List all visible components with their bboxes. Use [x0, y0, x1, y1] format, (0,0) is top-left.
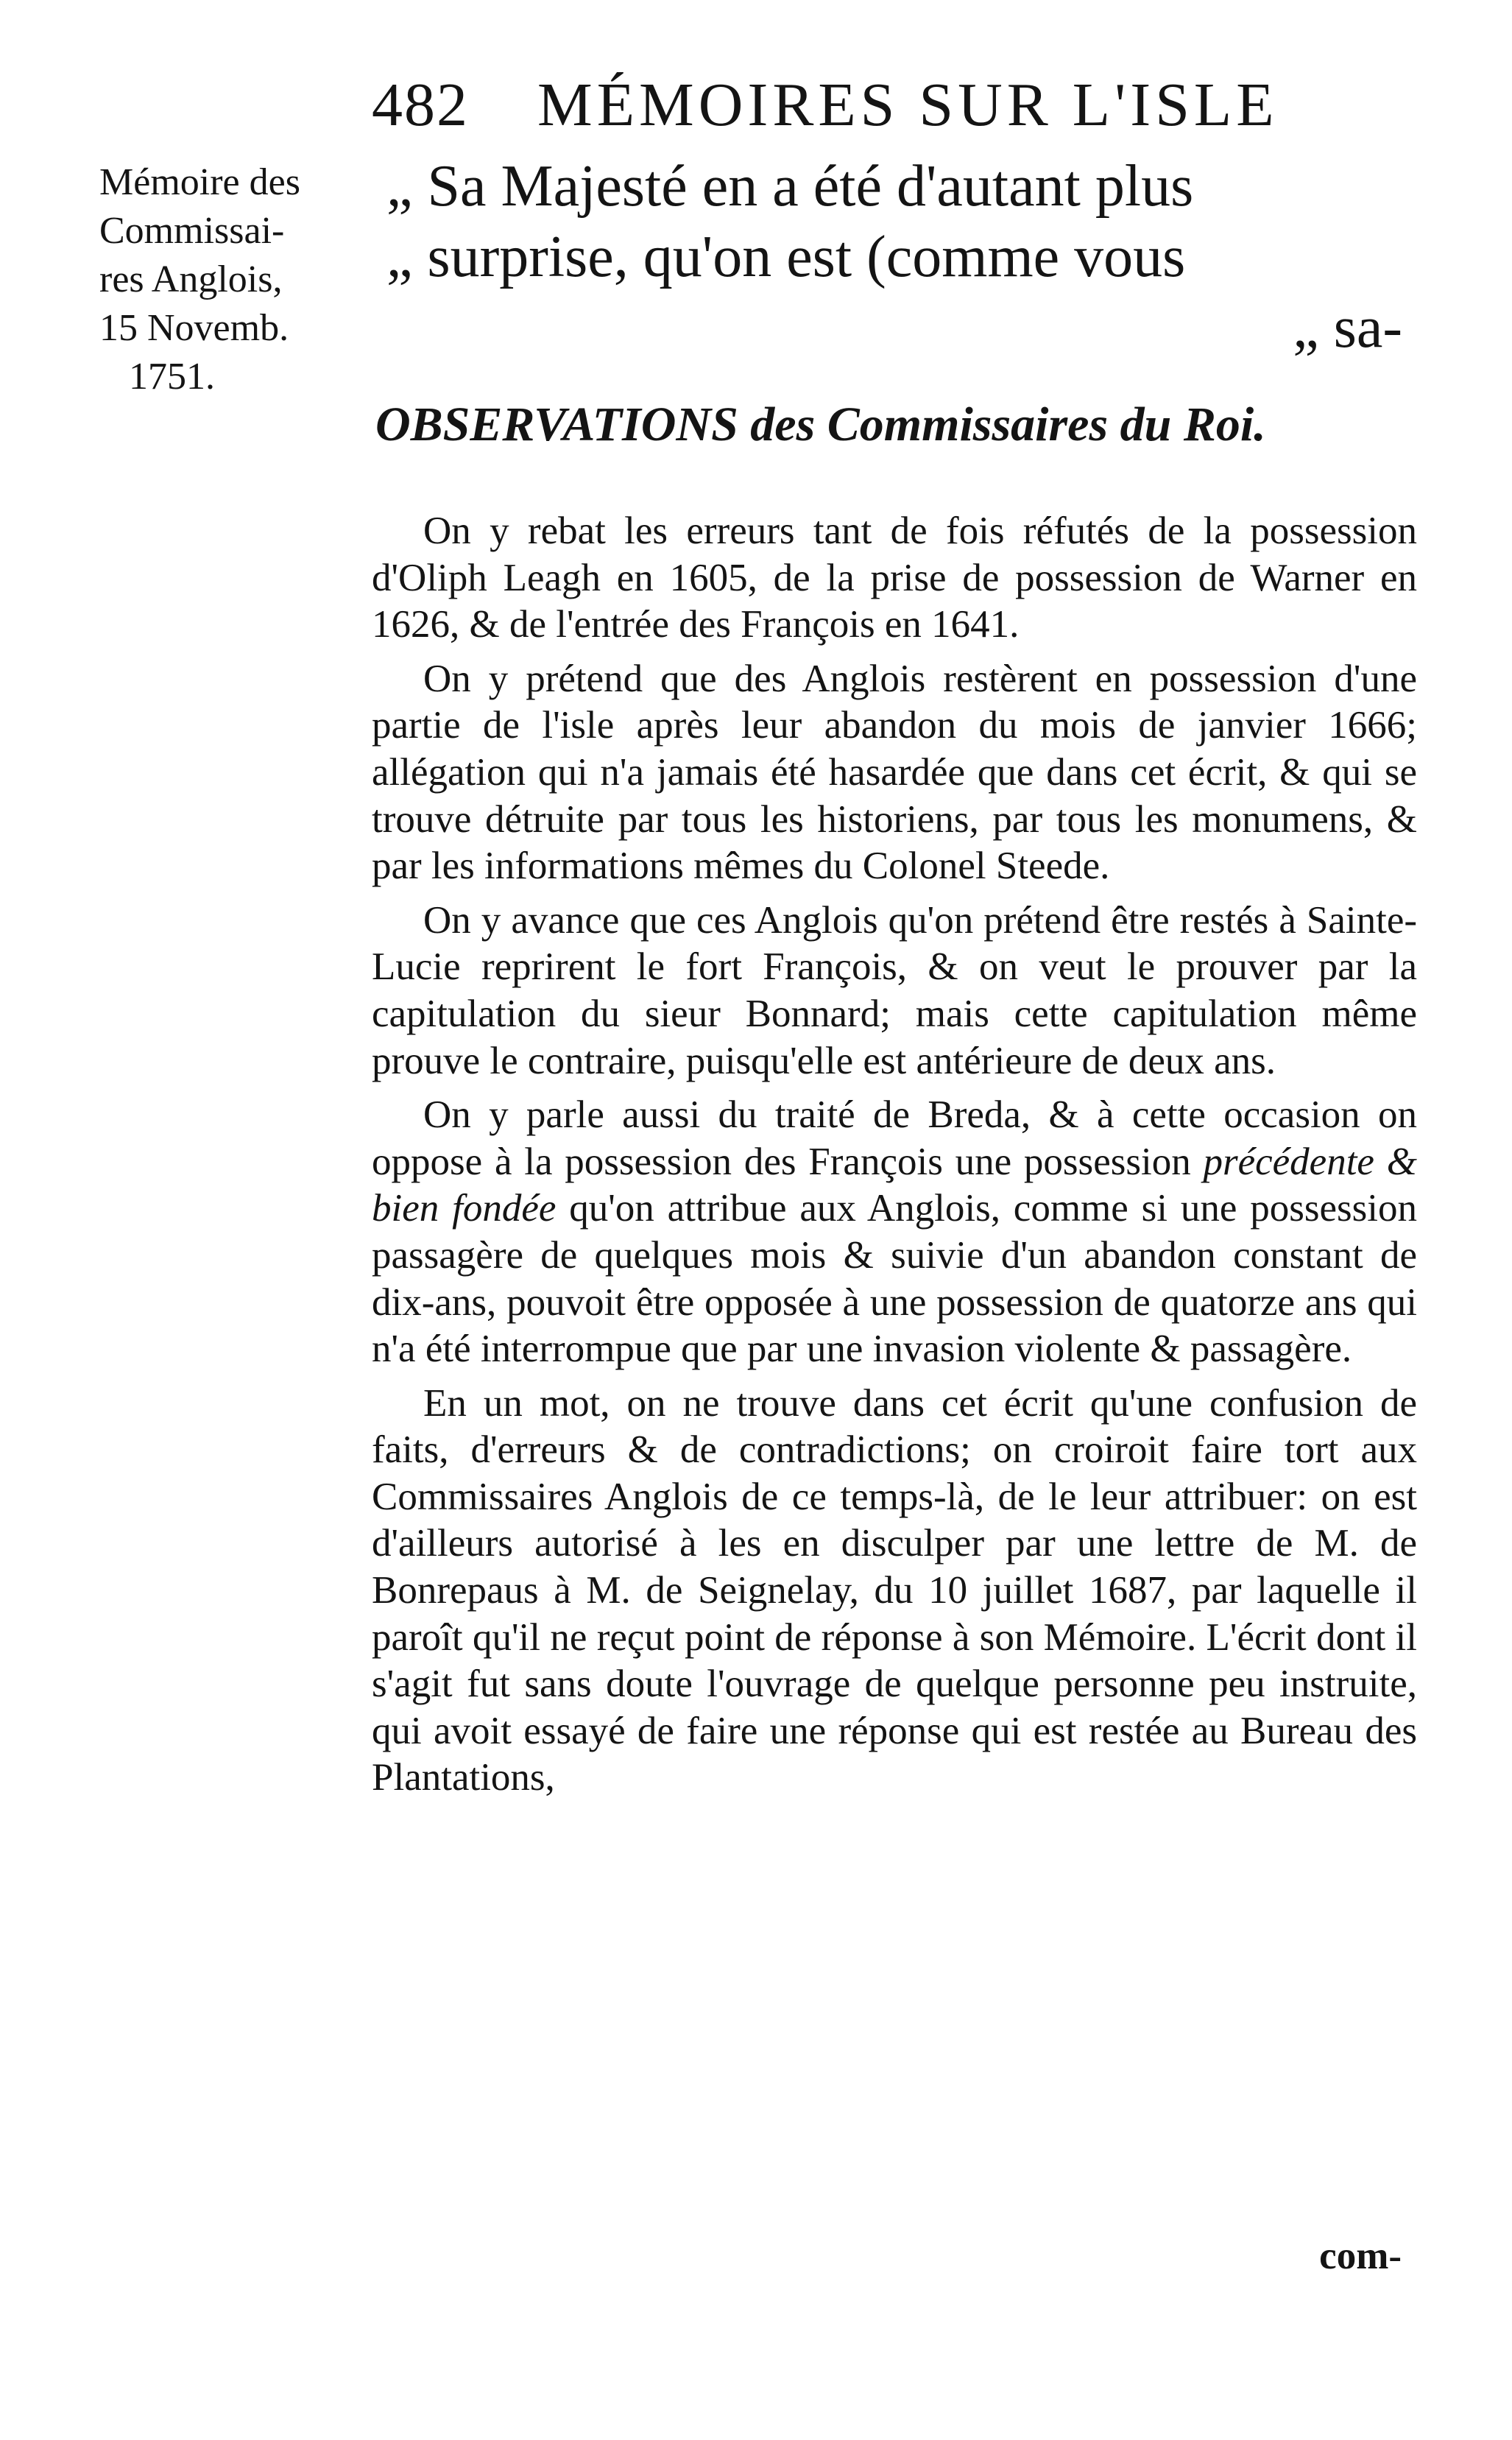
- paragraph: On y prétend que des Anglois restèrent en possession d'une partie de l'isle après leur abandon du mois de janvier 1666; allégation qui n'a jamais été hasardée que dans cet écrit, & qui se trouve détruite par tous les historiens, par tous les monumens, & par les informations mêmes du Colonel Steede.: [372, 657, 1417, 888]
- quote-line: „ sa-: [1293, 295, 1402, 360]
- page-number: 482: [372, 71, 469, 139]
- emphasis-text: précédente: [1203, 1140, 1374, 1183]
- margin-note-line: Mémoire des: [99, 161, 300, 203]
- catchword: com-: [1319, 2235, 1402, 2277]
- paragraph: En un mot, on ne trouve dans cet écrit qu'une confusion de faits, d'erreurs & de contradictions; on croiroit faire tort aux Commissaires Anglois de ce temps-là, de le leur attribuer: on est d'ailleurs autorisé à les en disculper par une lettre de M. de Bonrepaus à M. de Seignelay, du 10 juillet 1687, par laquelle il paroît qu'il ne reçut point de réponse à son Mémoire. L'écrit dont il s'agit fut sans doute l'ouvrage de quelque personne peu instruite, qui avoit essayé de faire une réponse qui est restée au Bureau des Plantations,: [372, 1381, 1417, 1799]
- paragraph: On y rebat les erreurs tant de fois réfutés de la possession d'Oliph Leagh en 1605, de la prise de possession de Warner en 1626, & de l'entrée des François en 1641.: [372, 509, 1417, 646]
- margin-note-line: 1751.: [129, 356, 215, 398]
- quote-line: „ surprise, qu'on est (comme vous: [386, 225, 1186, 289]
- paragraph-text: qu'on attribue aux Anglois, comme si une possession passagère de quelques mois & suivie d'un abandon constant de dix-ans, pouvoit être opposée à une possession de quatorze ans qui n'a été interrompue que par une invasion violente & passagère.: [372, 1187, 1417, 1371]
- paragraph: On y avance que ces Anglois qu'on prétend être restés à Sainte-Lucie reprirent le fort François, & on veut le prouver par la capitulation du sieur Bonnard; mais cette capitulation même prouve le contraire, puisqu'elle est antérieure de deux ans.: [372, 898, 1417, 1082]
- running-head: [372, 65, 1417, 146]
- section-heading: OBSERVATIONS des Commissaires du Roi.: [375, 398, 1266, 451]
- paragraph-text: [1374, 1140, 1387, 1183]
- margin-note: [99, 158, 379, 401]
- paragraph-text: On y parle aussi du traité de Breda, & à cette occasion on oppose à la possession des François une possession: [372, 1093, 1417, 1183]
- margin-note-line: res Anglois,: [99, 258, 283, 300]
- paragraph: [372, 1092, 1417, 1373]
- emphasis-text: &: [1386, 1140, 1417, 1183]
- quoted-passage: [386, 151, 1417, 363]
- margin-note-line: 15 Novemb.: [99, 307, 289, 349]
- margin-note-line: Commissai-: [99, 210, 285, 252]
- running-title: MÉMOIRES SUR L'ISLE: [537, 71, 1279, 139]
- emphasis-text: bien fondée: [372, 1187, 557, 1230]
- body-text: [372, 508, 1417, 1802]
- quote-line: „ Sa Majesté en a été d'autant plus: [386, 154, 1194, 219]
